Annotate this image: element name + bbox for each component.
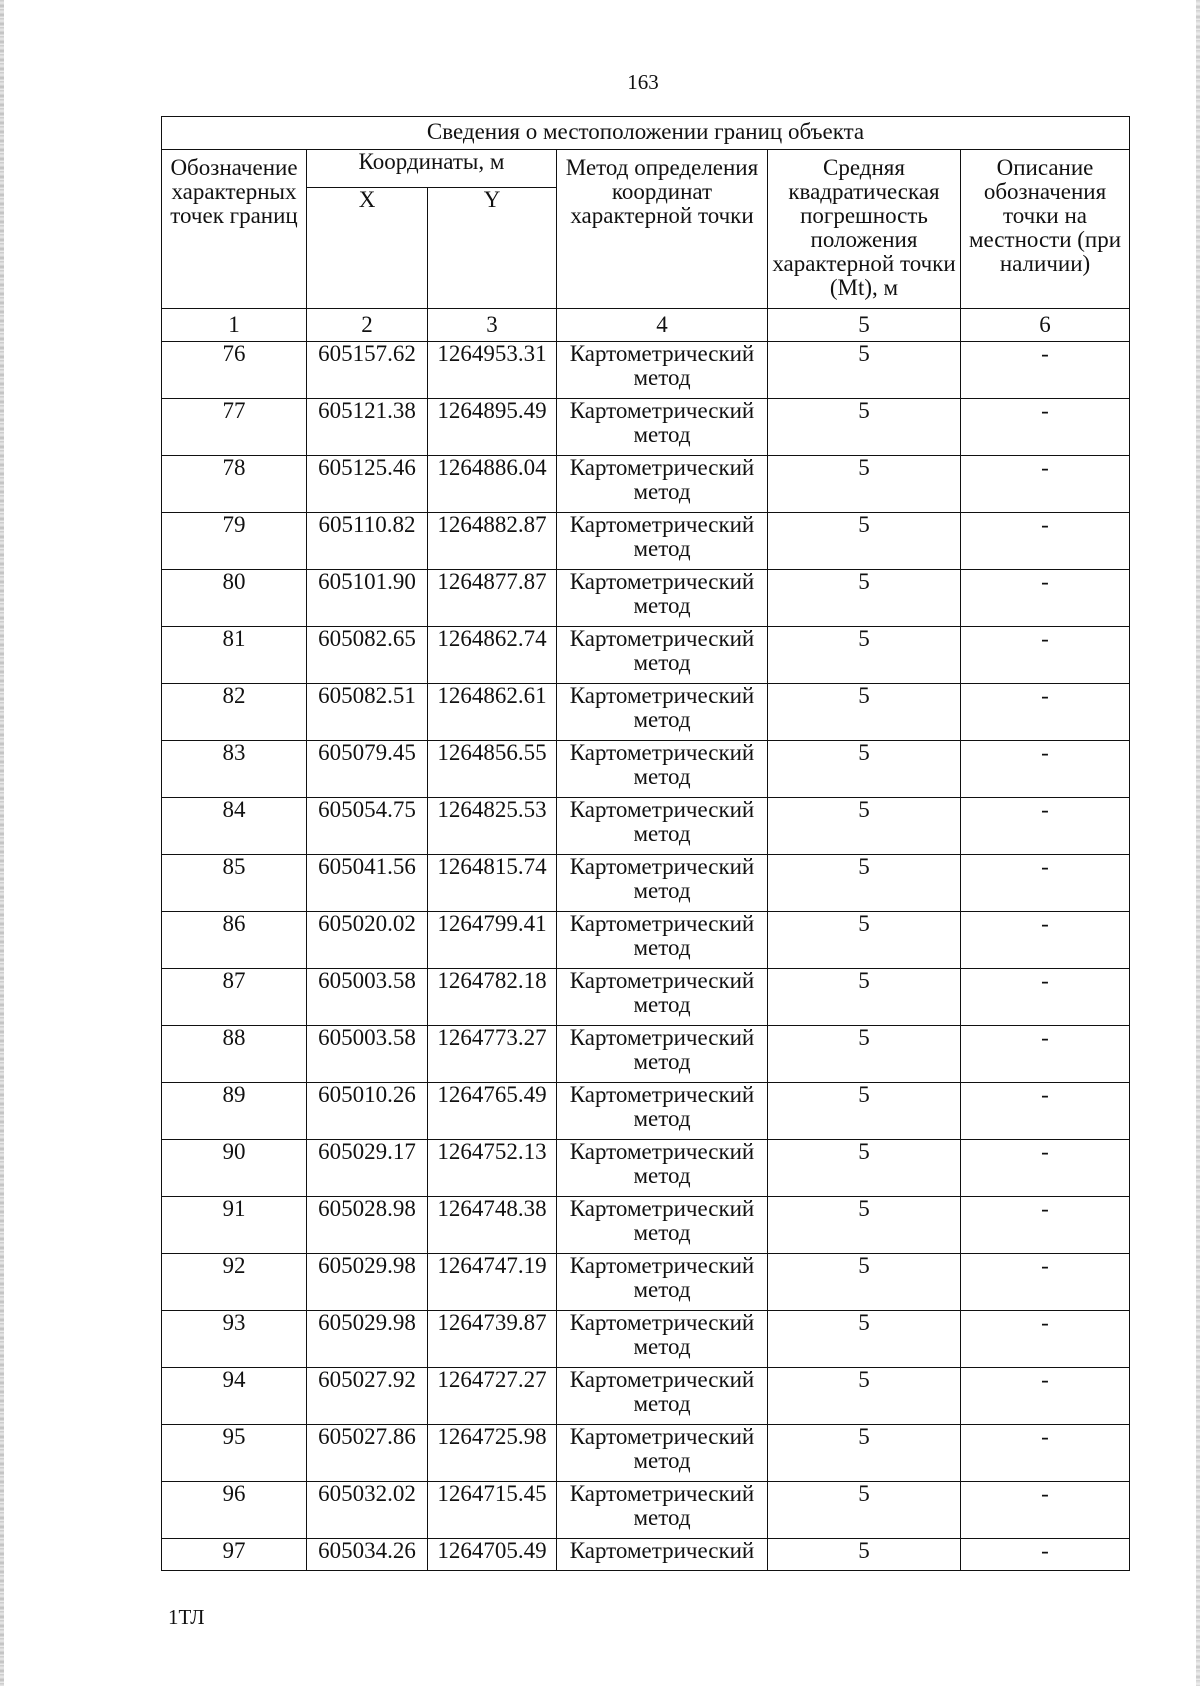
method-cell [557,1311,768,1368]
y-coordinate-cell: 1264715.45 [428,1482,557,1539]
x-coordinate-cell: 605082.65 [307,627,428,684]
description-cell: - [961,1311,1130,1368]
header-error: Средняя квадратическая погрешность положения характерной точки (Mt), м [768,150,961,309]
method-line-1: Картометрический [569,740,755,765]
x-coordinate-cell: 605010.26 [307,1083,428,1140]
method-cell [557,399,768,456]
error-cell: 5 [768,855,961,912]
method-line-1: Картометрический [569,455,755,480]
point-number-cell: 76 [162,342,307,399]
method-cell [557,1482,768,1539]
method-line-2: метод [633,422,691,447]
x-coordinate-cell: 605041.56 [307,855,428,912]
method-line-1: Картометрический [569,569,755,594]
x-coordinate-cell: 605028.98 [307,1197,428,1254]
y-coordinate-cell: 1264705.49 [428,1539,557,1571]
table-row [162,855,1130,912]
description-cell: - [961,798,1130,855]
method-line-1: Картометрический [569,626,755,651]
description-cell: - [961,399,1130,456]
method-cell [557,1425,768,1482]
method-line-1: Картометрический [569,1139,755,1164]
point-number-cell: 92 [162,1254,307,1311]
x-coordinate-cell: 605003.58 [307,1026,428,1083]
method-cell [557,1539,768,1571]
description-cell: - [961,1425,1130,1482]
page-number: 163 [627,70,659,94]
point-number-cell: 93 [162,1311,307,1368]
error-cell: 5 [768,570,961,627]
method-line-1: Картометрический [569,398,755,423]
method-line-1: Картометрический [569,1082,755,1107]
error-cell: 5 [768,1197,961,1254]
method-line-2: метод [633,707,691,732]
x-coordinate-cell: 605054.75 [307,798,428,855]
description-cell: - [961,627,1130,684]
method-cell [557,570,768,627]
description-cell: - [961,1197,1130,1254]
method-line-1: Картометрический [569,854,755,879]
boundary-table [161,116,1130,1571]
x-coordinate-cell: 605029.17 [307,1140,428,1197]
method-line-2: метод [633,992,691,1017]
table-row [162,1482,1130,1539]
column-number: 1 [162,309,307,342]
y-coordinate-cell: 1264752.13 [428,1140,557,1197]
error-cell: 5 [768,342,961,399]
method-cell [557,1083,768,1140]
x-coordinate-cell: 605121.38 [307,399,428,456]
x-coordinate-cell: 605082.51 [307,684,428,741]
method-line-1: Картометрический [569,1367,755,1392]
method-line-2: метод [633,1448,691,1473]
method-line-1: Картометрический [569,1481,755,1506]
x-coordinate-cell: 605029.98 [307,1254,428,1311]
method-line-2: метод [633,764,691,789]
description-cell: - [961,741,1130,798]
description-cell: - [961,1140,1130,1197]
description-cell: - [961,342,1130,399]
table-row [162,513,1130,570]
error-cell: 5 [768,456,961,513]
table-row [162,1254,1130,1311]
scan-edge-right [1196,0,1200,1686]
header-x: X [307,188,428,309]
method-line-2: метод [633,365,691,390]
table-row [162,1140,1130,1197]
x-coordinate-cell: 605079.45 [307,741,428,798]
y-coordinate-cell: 1264895.49 [428,399,557,456]
y-coordinate-cell: 1264856.55 [428,741,557,798]
y-coordinate-cell: 1264862.61 [428,684,557,741]
description-cell: - [961,570,1130,627]
table-title: Сведения о местоположении границ объекта [162,117,1130,150]
error-cell: 5 [768,513,961,570]
y-coordinate-cell: 1264773.27 [428,1026,557,1083]
method-line-1: Картометрический [569,968,755,993]
description-cell: - [961,912,1130,969]
header-description: Описание обозначения точки на местности (при наличии) [961,150,1130,309]
error-cell: 5 [768,1425,961,1482]
description-cell: - [961,1026,1130,1083]
method-cell [557,342,768,399]
point-number-cell: 86 [162,912,307,969]
method-cell [557,456,768,513]
x-coordinate-cell: 605110.82 [307,513,428,570]
error-cell: 5 [768,969,961,1026]
table-row [162,969,1130,1026]
table-row [162,1197,1130,1254]
y-coordinate-cell: 1264815.74 [428,855,557,912]
point-number-cell: 91 [162,1197,307,1254]
x-coordinate-cell: 605027.92 [307,1368,428,1425]
table-row [162,1026,1130,1083]
point-number-cell: 83 [162,741,307,798]
error-cell: 5 [768,1311,961,1368]
description-cell: - [961,1368,1130,1425]
point-number-cell: 90 [162,1140,307,1197]
y-coordinate-cell: 1264799.41 [428,912,557,969]
x-coordinate-cell: 605003.58 [307,969,428,1026]
x-coordinate-cell: 605034.26 [307,1539,428,1571]
table-row [162,1539,1130,1571]
method-line-1: Картометрический [569,1310,755,1335]
x-coordinate-cell: 605027.86 [307,1425,428,1482]
y-coordinate-cell: 1264825.53 [428,798,557,855]
method-line-1: Картометрический [569,911,755,936]
x-coordinate-cell: 605020.02 [307,912,428,969]
method-cell [557,1368,768,1425]
method-line-2: метод [633,1505,691,1530]
header-coordinates: Координаты, м [307,150,557,188]
method-line-2: метод [633,821,691,846]
point-number-cell: 94 [162,1368,307,1425]
point-number-cell: 77 [162,399,307,456]
y-coordinate-cell: 1264953.31 [428,342,557,399]
method-line-2: метод [633,1163,691,1188]
method-line-2: метод [633,479,691,504]
scan-edge-left [0,0,4,1686]
method-cell [557,912,768,969]
column-number: 4 [557,309,768,342]
table-row [162,456,1130,513]
method-line-2: метод [633,878,691,903]
x-coordinate-cell: 605157.62 [307,342,428,399]
y-coordinate-cell: 1264747.19 [428,1254,557,1311]
error-cell: 5 [768,912,961,969]
description-cell: - [961,1539,1130,1571]
method-line-1: Картометрический [569,1196,755,1221]
y-coordinate-cell: 1264882.87 [428,513,557,570]
method-line-1: Картометрический [569,1025,755,1050]
column-number: 2 [307,309,428,342]
method-line-2: метод [633,1220,691,1245]
table-row [162,798,1130,855]
y-coordinate-cell: 1264862.74 [428,627,557,684]
point-number-cell: 79 [162,513,307,570]
column-number: 3 [428,309,557,342]
error-cell: 5 [768,1083,961,1140]
table-body [162,342,1130,1571]
header-method: Метод определения координат характерной точки [557,150,768,309]
point-number-cell: 78 [162,456,307,513]
description-cell: - [961,1083,1130,1140]
method-cell [557,855,768,912]
error-cell: 5 [768,741,961,798]
y-coordinate-cell: 1264886.04 [428,456,557,513]
y-coordinate-cell: 1264782.18 [428,969,557,1026]
method-cell [557,684,768,741]
error-cell: 5 [768,684,961,741]
x-coordinate-cell: 605101.90 [307,570,428,627]
footer-code: 1ТЛ [168,1605,205,1629]
table-row [162,912,1130,969]
table-row [162,570,1130,627]
method-cell [557,513,768,570]
error-cell: 5 [768,627,961,684]
method-line-1: Картометрический [569,797,755,822]
method-line-2: метод [633,593,691,618]
description-cell: - [961,684,1130,741]
y-coordinate-cell: 1264727.27 [428,1368,557,1425]
table-row [162,342,1130,399]
y-coordinate-cell: 1264765.49 [428,1083,557,1140]
point-number-cell: 89 [162,1083,307,1140]
table-row [162,1425,1130,1482]
method-cell [557,798,768,855]
method-line-2: метод [633,1277,691,1302]
x-coordinate-cell: 605125.46 [307,456,428,513]
method-line-2: метод [633,536,691,561]
method-line-1: Картометрический [569,1253,755,1278]
method-cell [557,1254,768,1311]
point-number-cell: 81 [162,627,307,684]
method-cell [557,1197,768,1254]
method-line-2: метод [633,650,691,675]
x-coordinate-cell: 605032.02 [307,1482,428,1539]
x-coordinate-cell: 605029.98 [307,1311,428,1368]
point-number-cell: 97 [162,1539,307,1571]
table-row [162,684,1130,741]
method-line-1: Картометрический [569,512,755,537]
y-coordinate-cell: 1264748.38 [428,1197,557,1254]
error-cell: 5 [768,1368,961,1425]
table-row [162,627,1130,684]
point-number-cell: 88 [162,1026,307,1083]
table-row [162,399,1130,456]
error-cell: 5 [768,1254,961,1311]
table-row [162,1368,1130,1425]
point-number-cell: 96 [162,1482,307,1539]
header-point-designation: Обозначение характерных точек границ [162,150,307,309]
point-number-cell: 80 [162,570,307,627]
table-row [162,1311,1130,1368]
point-number-cell: 82 [162,684,307,741]
error-cell: 5 [768,1026,961,1083]
method-cell [557,1140,768,1197]
error-cell: 5 [768,798,961,855]
method-line-2: метод [633,1334,691,1359]
point-number-cell: 87 [162,969,307,1026]
point-number-cell: 85 [162,855,307,912]
table-row [162,741,1130,798]
column-number: 6 [961,309,1130,342]
table-row [162,1083,1130,1140]
header-y: Y [428,188,557,309]
method-line-2: метод [633,935,691,960]
method-line-1: Картометрический [569,683,755,708]
description-cell: - [961,456,1130,513]
error-cell: 5 [768,1140,961,1197]
method-line-2: метод [633,1106,691,1131]
method-line-1: Картометрический [569,341,755,366]
method-cell [557,741,768,798]
method-cell [557,627,768,684]
description-cell: - [961,855,1130,912]
method-line-1: Картометрический [569,1424,755,1449]
point-number-cell: 95 [162,1425,307,1482]
y-coordinate-cell: 1264877.87 [428,570,557,627]
method-cell [557,969,768,1026]
description-cell: - [961,1482,1130,1539]
method-line-2: метод [633,1391,691,1416]
y-coordinate-cell: 1264725.98 [428,1425,557,1482]
error-cell: 5 [768,1539,961,1571]
error-cell: 5 [768,399,961,456]
method-line-1: Картометрический [569,1538,755,1563]
point-number-cell: 84 [162,798,307,855]
description-cell: - [961,513,1130,570]
description-cell: - [961,1254,1130,1311]
description-cell: - [961,969,1130,1026]
method-cell [557,1026,768,1083]
y-coordinate-cell: 1264739.87 [428,1311,557,1368]
error-cell: 5 [768,1482,961,1539]
method-line-2: метод [633,1049,691,1074]
column-number: 5 [768,309,961,342]
